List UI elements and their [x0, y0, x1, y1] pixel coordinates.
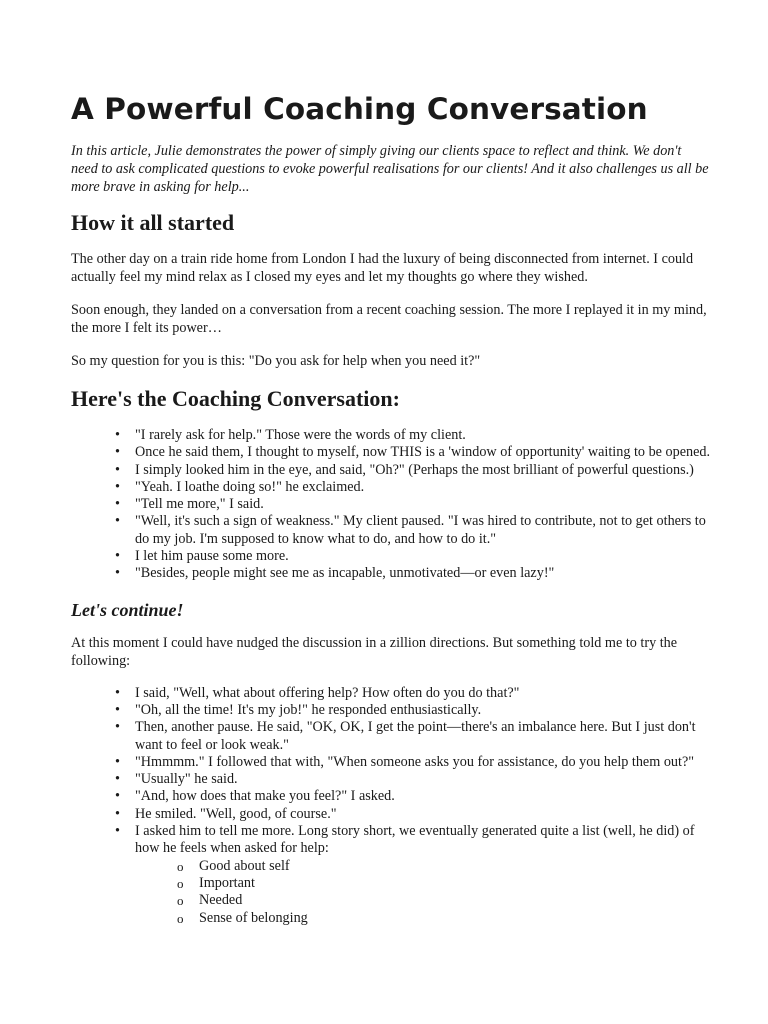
list-item	[115, 753, 711, 771]
bullet-icon: •	[115, 719, 120, 736]
circle-bullet-icon: o	[177, 893, 184, 909]
list-item	[115, 427, 711, 444]
list-item	[115, 684, 711, 702]
sub-list-item-text: Important	[199, 874, 255, 891]
sub-list-item-text: Sense of belonging	[199, 909, 308, 926]
list-item	[115, 719, 711, 754]
bullet-icon: •	[115, 513, 120, 530]
list-item-text: "Hmmmm." I followed that with, "When someone asks you for assistance, do you help them out?"	[135, 753, 695, 770]
sub-list-item	[177, 857, 711, 875]
bullet-icon: •	[115, 444, 120, 461]
circle-bullet-icon: o	[177, 910, 184, 926]
page-title: A Powerful Coaching Conversation	[71, 92, 648, 126]
sub-list-item-text: Needed	[199, 892, 243, 909]
list-item-text: Then, another pause. He said, "OK, OK, I get the point—there's an imbalance here. But I just don't want to feel or look weak."	[135, 719, 696, 753]
section-heading-coaching-conversation: Here's the Coaching Conversation:	[71, 386, 400, 411]
list-item-text: "Well, it's such a sign of weakness." My client paused. "I was hired to contribute, not to get others to do my job. I'm supposed to know what to do, and how to do it."	[135, 513, 706, 547]
list-item	[115, 788, 711, 805]
list-item-text: "And, how does that make you feel?" I asked.	[135, 788, 395, 805]
list-item-text: "Tell me more," I said.	[135, 496, 264, 513]
list-item	[115, 461, 711, 479]
paragraph: At this moment I could have nudged the discussion in a zillion directions. But something told me to try the following:	[71, 634, 678, 669]
sub-list-item-text: Good about self	[199, 857, 290, 874]
bullet-icon: •	[115, 478, 120, 495]
bullet-icon: •	[115, 788, 120, 805]
list-item-text: I simply looked him in the eye, and said, "Oh?" (Perhaps the most brilliant of powerful questions.)	[135, 461, 694, 478]
bullet-icon: •	[115, 684, 120, 701]
bullet-icon: •	[115, 753, 120, 770]
circle-bullet-icon: o	[177, 875, 184, 891]
bullet-icon: •	[115, 565, 120, 582]
list-item-text: "Usually" he said.	[135, 771, 238, 788]
sub-list-item	[177, 909, 711, 927]
article	[71, 90, 711, 927]
bullet-icon: •	[115, 548, 120, 565]
list-item	[115, 496, 711, 513]
continuation-list	[71, 685, 711, 927]
bullet-icon: •	[115, 461, 120, 478]
bullet-icon: •	[115, 823, 120, 840]
conversation-list	[71, 427, 711, 583]
list-item-text: I let him pause some more.	[135, 548, 289, 565]
list-item	[115, 823, 711, 927]
list-item-text: Once he said them, I thought to myself, now THIS is a 'window of opportunity' waiting to be opened.	[135, 444, 711, 461]
list-item-text: I said, "Well, what about offering help? How often do you do that?"	[135, 684, 520, 701]
sub-list-item	[177, 892, 711, 909]
list-item-text: "Besides, people might see me as incapable, unmotivated—or even lazy!"	[135, 565, 555, 582]
list-item-text: "Yeah. I loathe doing so!" he exclaimed.	[135, 478, 365, 495]
paragraph: So my question for you is this: "Do you ask for help when you need it?"	[71, 353, 481, 369]
section-heading-how-it-started: How it all started	[71, 210, 235, 235]
help-feelings-sublist	[135, 858, 711, 927]
circle-bullet-icon: o	[177, 858, 184, 874]
list-item	[115, 771, 711, 788]
list-item	[115, 478, 711, 496]
list-item-text: "I rarely ask for help." Those were the words of my client.	[135, 427, 466, 443]
sub-list-item	[177, 874, 711, 892]
list-item	[115, 548, 711, 565]
paragraph: Soon enough, they landed on a conversation from a recent coaching session. The more I replayed it in my mind, the more I felt its power…	[71, 302, 707, 336]
list-item	[115, 701, 711, 719]
list-item	[115, 565, 711, 582]
list-item-text: He smiled. "Well, good, of course."	[135, 805, 337, 822]
bullet-icon: •	[115, 427, 120, 443]
bullet-icon: •	[115, 701, 120, 718]
section-heading-lets-continue: Let's continue!	[71, 599, 184, 620]
list-item-text: "Oh, all the time! It's my job!" he responded enthusiastically.	[135, 701, 482, 718]
intro-paragraph: In this article, Julie demonstrates the power of simply giving our clients space to reflect and think. We don't need to ask complicated questions to evoke powerful realisations for our clients! And it also challenges us all be more brave in asking for help...	[71, 143, 709, 195]
paragraph: The other day on a train ride home from London I had the luxury of being disconnected from internet. I could actually feel my mind relax as I closed my eyes and let my thoughts go where they wished.	[71, 251, 694, 285]
list-item	[115, 444, 711, 461]
list-item	[115, 513, 711, 548]
bullet-icon: •	[115, 805, 120, 822]
bullet-icon: •	[115, 771, 120, 788]
list-item	[115, 805, 711, 823]
bullet-icon: •	[115, 496, 120, 513]
list-item-text: I asked him to tell me more. Long story short, we eventually generated quite a list (well, he did) of how he feels when asked for help:	[135, 823, 695, 857]
